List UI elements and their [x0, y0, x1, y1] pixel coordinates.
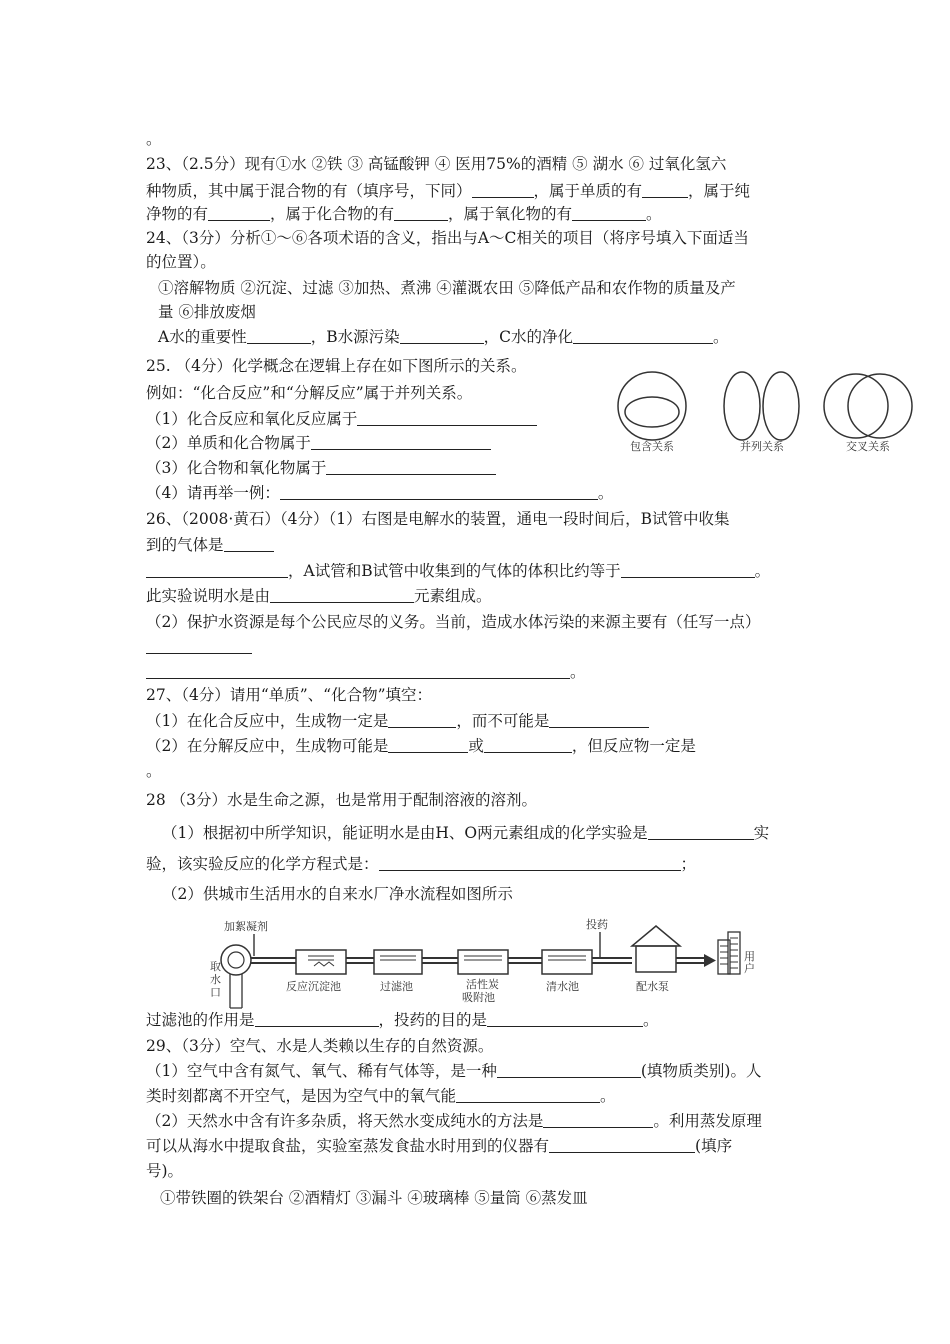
tank3-label-1: 活性炭 [466, 978, 499, 991]
text-line: （2）保护水资源是每个公民应尽的义务。当前，造成水体污染的来源主要有（任写一点） [146, 613, 761, 631]
intake-label: 取水口 [210, 960, 221, 999]
text-line: 此实验说明水是由 元素组成。 [146, 587, 492, 605]
answer-blank[interactable] [497, 1061, 641, 1078]
text-line: 可以从海水中提取食盐，实验室蒸发食盐水时用到的仪器有 (填序 [146, 1137, 733, 1155]
answer-blank[interactable] [326, 458, 496, 475]
contain-label: 包含关系 [630, 440, 674, 453]
answer-blank[interactable] [379, 854, 681, 871]
answer-blank[interactable] [572, 204, 646, 221]
text-line: 类时刻都离不开空气，是因为空气中的氧气能 。 [146, 1087, 616, 1105]
text-line: 。 [146, 661, 586, 683]
text-line: 的位置）。 [146, 253, 216, 271]
answer-blank[interactable] [388, 711, 456, 728]
answer-blank[interactable] [549, 711, 649, 728]
text-line: （1）化合反应和氧化反应属于 [146, 408, 537, 430]
tank3-label-2: 吸附池 [462, 991, 495, 1004]
pump-label: 配水泵 [636, 980, 669, 993]
answer-blank[interactable] [146, 662, 570, 679]
answer-blank[interactable] [543, 1111, 653, 1128]
text-line: （3）化合物和氧化物属于 [146, 457, 496, 479]
answer-blank[interactable] [311, 433, 491, 450]
text-line: （2）天然水中含有许多杂质，将天然水变成纯水的方法是 。利用蒸发原理 [146, 1112, 762, 1130]
text-line: 过滤池的作用是 ，投药的目的是 。 [146, 1011, 659, 1029]
text-line: 净物的有 ，属于化合物的有 ，属于氧化物的有 。 [146, 205, 662, 223]
question-28: 28 （3分）水是生命之源，也是常用于配制溶液的溶剂。 [146, 791, 538, 809]
contain-relation-figure [618, 372, 686, 453]
question-25: 25. （4分）化学概念在逻辑上存在如下图所示的关系。 [146, 357, 527, 375]
text-line: 。 [146, 130, 162, 148]
answer-blank[interactable] [484, 736, 572, 753]
answer-blank[interactable] [472, 181, 534, 198]
answer-blank[interactable] [549, 1136, 695, 1153]
text-line: ①溶解物质 ②沉淀、过滤 ③加热、煮沸 ④灌溉农田 ⑤降低产品和农作物的质量及产 [158, 279, 736, 297]
question-29: 29、（3分）空气、水是人类赖以生存的自然资源。 [146, 1037, 494, 1055]
text-line: （4）请再举一例： 。 [146, 484, 614, 502]
answer-blank[interactable] [456, 1086, 600, 1103]
text-line: 例如：“化合反应”和“分解反应”属于并列关系。 [146, 384, 473, 402]
answer-blank[interactable] [270, 586, 414, 603]
answer-blank[interactable] [247, 327, 311, 344]
text-line: A水的重要性 ，B水源污染 ，C水的净化 。 [158, 328, 729, 346]
question-23: 23、（2.5分）现有①水 ②铁 ③ 高锰酸钾 ④ 医用75%的酒精 ⑤ 湖水 ⑥ 过氧化氢六 [146, 155, 727, 173]
question-26: 26、（2008·黄石）（4分）（1）右图是电解水的装置，通电一段时间后，B试管中收集 [146, 510, 730, 528]
text-line: 到的气体是 [146, 534, 274, 556]
answer-blank[interactable] [224, 535, 274, 552]
answer-blank[interactable] [400, 327, 484, 344]
dosing-label: 投药 [586, 918, 608, 931]
answer-blank[interactable] [146, 561, 288, 578]
question-27: 27、（4分）请用“单质”、“化合物”填空： [146, 686, 433, 704]
text-line: ，A试管和B试管中收集到的气体的体积比约等于 。 [146, 560, 770, 582]
tank4-label: 清水池 [546, 980, 579, 993]
cross-relation-figure [824, 374, 912, 453]
answer-blank[interactable] [388, 736, 468, 753]
text-line [146, 636, 252, 658]
answer-blank[interactable] [642, 181, 688, 198]
answer-blank[interactable] [648, 823, 754, 840]
text-line: 种物质，其中属于混合物的有（填序号，下同） ，属于单质的有 ，属于纯 [146, 182, 751, 200]
answer-blank[interactable] [573, 327, 713, 344]
text-line: ①带铁圈的铁架台 ②酒精灯 ③漏斗 ④玻璃棒 ⑤量筒 ⑥蒸发皿 [160, 1189, 588, 1207]
text-line: 。 [146, 762, 162, 780]
answer-blank[interactable] [146, 637, 252, 654]
answer-blank[interactable] [394, 204, 448, 221]
text-line: 号)。 [146, 1162, 184, 1180]
parallel-relation-figure [724, 372, 799, 453]
text-line: 验，该实验反应的化学方程式是： ； [146, 855, 697, 873]
water-treatment-flowchart [196, 910, 776, 1010]
text-line: （2）在分解反应中，生成物可能是 或 ，但反应物一定是 [146, 737, 696, 755]
answer-blank[interactable] [255, 1010, 379, 1027]
answer-blank[interactable] [621, 561, 755, 578]
text-line: （2）单质和化合物属于 [146, 432, 491, 454]
question-24: 24、（3分）分析①～⑥各项术语的含义，指出与A～C相关的项目（将序号填入下面适当 [146, 229, 749, 247]
cross-label: 交叉关系 [846, 440, 890, 453]
text-line: （1）空气中含有氮气、氧气、稀有气体等，是一种 (填物质类别)。人 [146, 1062, 762, 1080]
answer-blank[interactable] [208, 204, 270, 221]
answer-blank[interactable] [487, 1010, 643, 1027]
text-line: （1）根据初中所学知识，能证明水是由H、O两元素组成的化学实验是 实 [162, 824, 770, 842]
user-label: 用户 [744, 950, 755, 975]
tank1-label: 反应沉淀池 [286, 980, 341, 993]
coagulant-label: 加絮凝剂 [224, 920, 268, 933]
text-line: （2）供城市生活用水的自来水厂净水流程如图所示 [162, 885, 513, 903]
text-line: 量 ⑥排放废烟 [158, 303, 256, 321]
venn-diagram [614, 366, 914, 456]
text-line: （1）在化合反应中，生成物一定是 ，而不可能是 [146, 710, 649, 732]
parallel-label: 并列关系 [740, 440, 784, 453]
tank2-label: 过滤池 [380, 980, 413, 993]
answer-blank[interactable] [280, 483, 598, 500]
answer-blank[interactable] [357, 409, 537, 426]
